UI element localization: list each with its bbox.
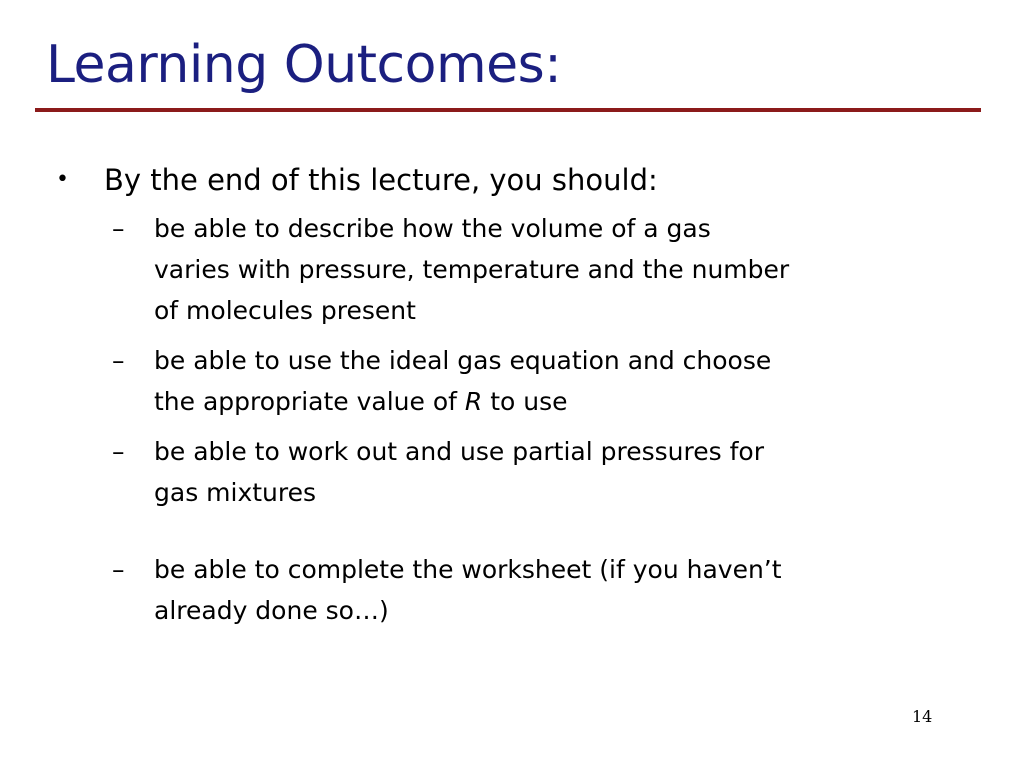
- outcome-line: be able to complete the worksheet (if you haven’t: [154, 555, 782, 584]
- outcome-item-ideal-gas: [112, 340, 972, 422]
- page-number: 14: [912, 707, 933, 726]
- outcome-text: [154, 340, 934, 422]
- bullet-marker: •: [56, 167, 69, 192]
- dash-marker: –: [112, 346, 125, 375]
- main-bullet-text: By the end of this lecture, you should:: [104, 163, 658, 197]
- outcome-line-start: the appropriate value of: [154, 387, 465, 416]
- title-divider: [35, 108, 981, 112]
- outcome-line: of molecules present: [154, 296, 416, 325]
- outcome-line: [154, 381, 934, 422]
- gas-constant-symbol: R: [464, 387, 483, 416]
- dash-marker: –: [112, 437, 125, 466]
- outcome-line: be able to work out and use partial pressures for: [154, 437, 764, 466]
- dash-marker: –: [112, 555, 125, 584]
- outcome-list: [112, 208, 972, 631]
- outcome-item-partial-pressures: [112, 431, 972, 513]
- slide-content: [52, 152, 972, 640]
- outcome-line: gas mixtures: [154, 478, 317, 507]
- outcome-text: [154, 431, 934, 513]
- outcome-line-end: to use: [482, 387, 568, 416]
- dash-marker: –: [112, 214, 125, 243]
- main-bullet: [52, 152, 972, 208]
- outcome-line: be able to describe how the volume of a gas: [154, 214, 711, 243]
- outcome-text: [154, 549, 934, 631]
- outcome-line: be able to use the ideal gas equation and choose: [154, 346, 772, 375]
- slide-title: Learning Outcomes:: [46, 35, 562, 95]
- outcome-item-worksheet: [112, 549, 972, 631]
- outcome-item-volume: [112, 208, 972, 331]
- outcome-text: [154, 208, 934, 331]
- outcome-line: varies with pressure, temperature and the number: [154, 255, 790, 284]
- outcome-line: already done so…): [154, 596, 389, 625]
